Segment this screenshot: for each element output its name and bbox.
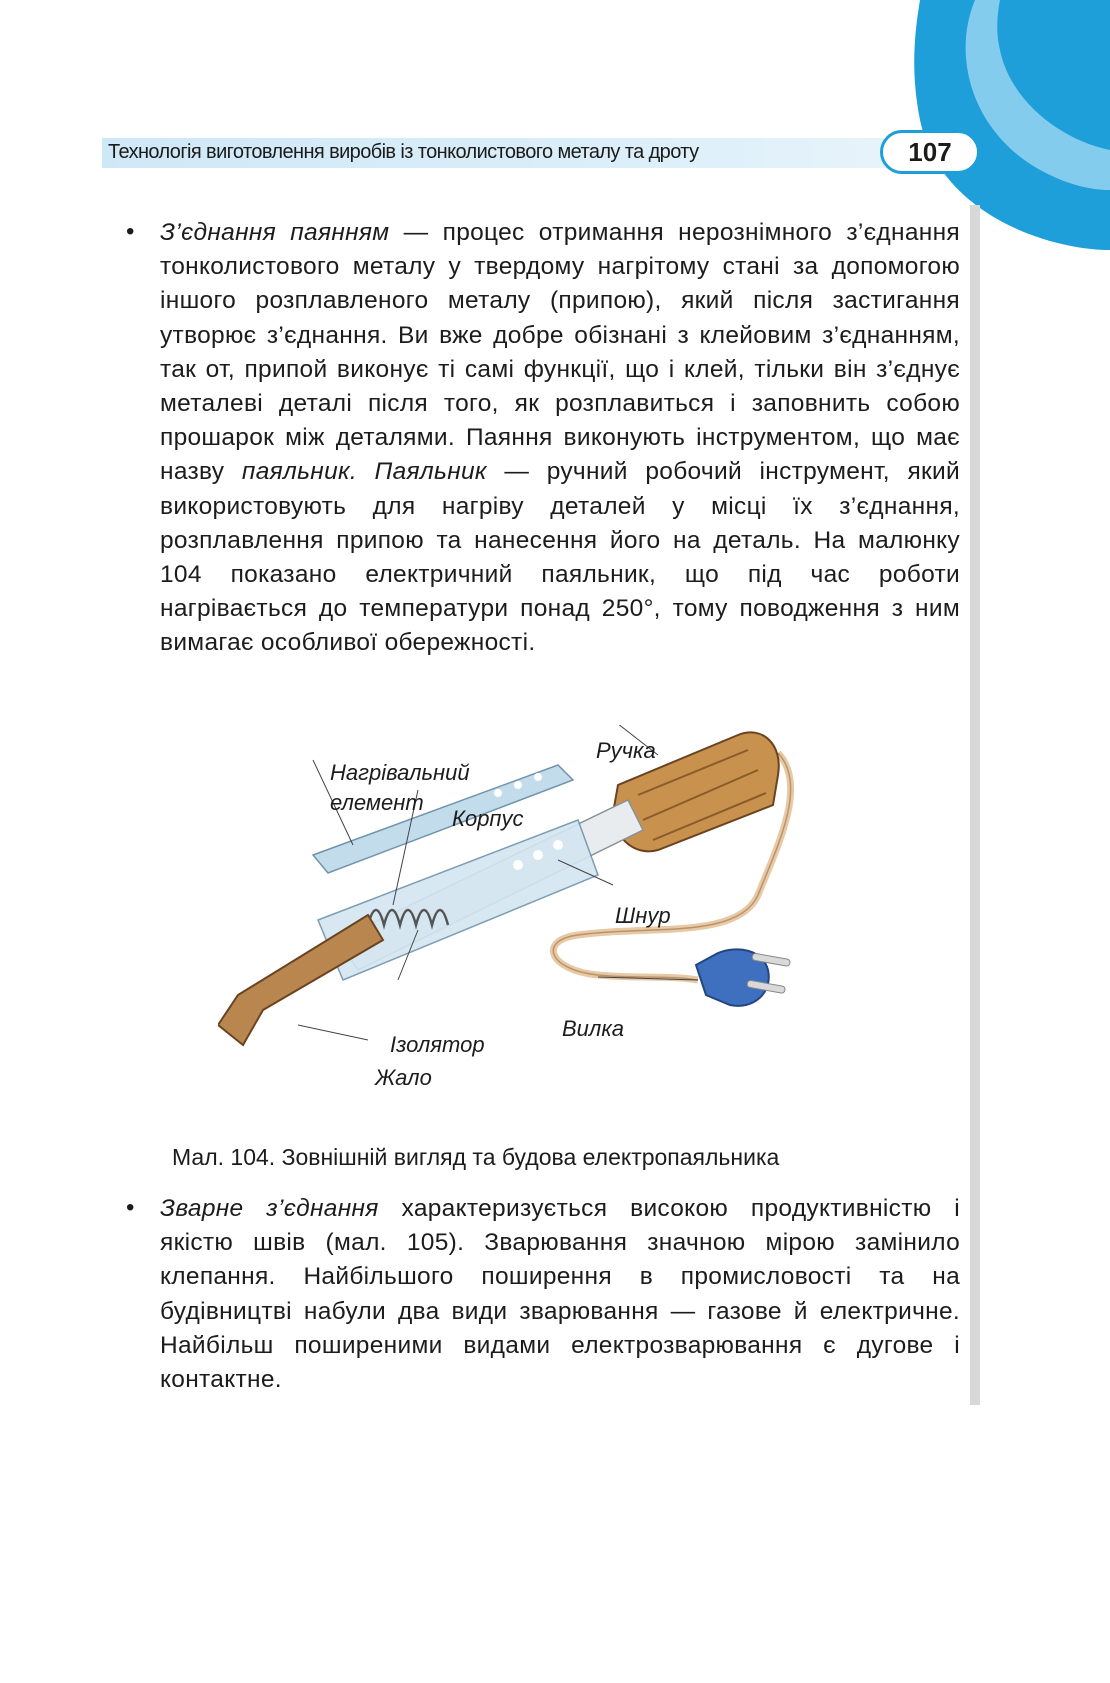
paragraph-text: — процес отримання нерознімного з’єднання тонколистового металу у твердому нагрітому стані за допомогою іншого розплавленого металу (припою), який після застигання утворює з’єднання. Ви вже добре обізнані з клейовим з’єднанням, так от, припой виконує ті самі функції, що і клей, тільки він з’єднує металеві деталі після того, як розплавиться і заповнить собою прошарок між деталями. Паяння виконують інструментом, що має назву xyxy=(160,219,960,486)
label-cord: Шнур xyxy=(615,903,671,928)
label-heating-element-2: елемент xyxy=(330,790,424,815)
bullet: • xyxy=(126,218,135,245)
term-soldering-iron: паяльник. Паяльник xyxy=(241,458,487,486)
figure-caption: Мал. 104. Зовнішній вигляд та будова електропаяльника xyxy=(172,1144,780,1170)
paragraph-soldering xyxy=(160,216,960,661)
paragraph-text: — ручний робочий інструмент, який використовують для нагріву деталей у місці їх з’єднання, розплавлення припою та нанесення його на деталь. На малюнку 104 показано електричний паяльник, що під час роботи нагрівається до температури понад 250°, тому поводження з ним вимагає особливої обережності. xyxy=(160,458,960,657)
paragraph-text: характеризується високою продуктивністю і якістю швів (мал. 105). Зварювання значною мірою замінило клепання. Найбільшого поширення в промисловості та на будівництві набули два види зварювання — газове й електричне. Найбільш поширеними видами електрозварювання є дугове і контактне. xyxy=(160,1195,960,1394)
label-body: Корпус xyxy=(452,806,524,831)
paragraph-welding xyxy=(160,1192,960,1397)
label-plug: Вилка xyxy=(562,1016,624,1041)
margin-rule xyxy=(970,205,980,1405)
soldering-iron-figure xyxy=(218,725,858,1125)
soldering-iron-illustration xyxy=(218,725,858,1125)
term-soldering: З’єднання паянням xyxy=(160,219,390,246)
running-header: Технологія виготовлення виробів із тонколистового металу та дроту xyxy=(108,141,699,163)
label-tip: Жало xyxy=(375,1065,432,1090)
label-heating-element-1: Нагрівальний xyxy=(330,760,470,785)
bullet: • xyxy=(126,1194,135,1221)
label-insulator: Ізолятор xyxy=(390,1032,485,1057)
term-welding: Зварне з’єднання xyxy=(160,1195,379,1222)
label-handle: Ручка xyxy=(596,738,656,763)
page-number: 107 xyxy=(880,130,980,174)
